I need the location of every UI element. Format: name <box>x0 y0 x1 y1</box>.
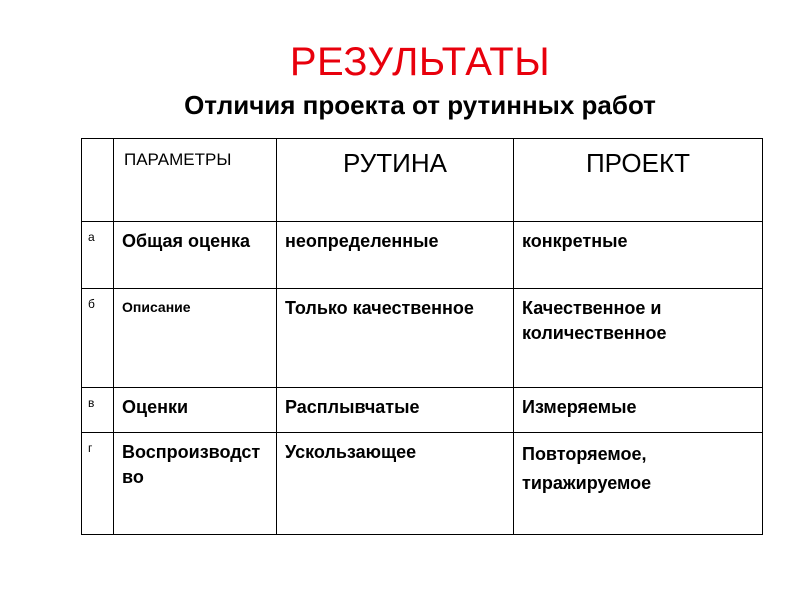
row-index-cell <box>82 388 114 433</box>
header-routine-cell <box>277 139 514 222</box>
routine-cell <box>277 433 514 535</box>
table-row <box>82 222 763 289</box>
project-cell <box>514 433 763 535</box>
parameter-cell <box>114 222 277 289</box>
project-cell <box>514 388 763 433</box>
routine-text: Только качественное <box>285 298 474 318</box>
parameter-text: Оценки <box>122 397 189 417</box>
parameter-cell <box>114 433 277 535</box>
project-text: Измеряемые <box>522 397 637 417</box>
row-index-cell <box>82 433 114 535</box>
slide-title: РЕЗУЛЬТАТЫ <box>289 40 551 84</box>
header-project-cell <box>514 139 763 222</box>
routine-cell <box>277 289 514 388</box>
row-index-cell <box>82 222 114 289</box>
header-routine: РУТИНА <box>343 148 447 178</box>
header-parameters-cell <box>114 139 277 222</box>
parameter-text: Воспроизводство <box>122 442 261 487</box>
parameter-cell <box>114 289 277 388</box>
header-parameters: ПАРАМЕТРЫ <box>124 150 232 169</box>
routine-cell <box>277 222 514 289</box>
routine-text: Ускользающее <box>285 442 417 462</box>
table-row <box>82 433 763 535</box>
project-text: конкретные <box>522 231 628 251</box>
comparison-table <box>81 138 763 535</box>
parameter-cell <box>114 388 277 433</box>
parameter-text: Описание <box>122 299 191 315</box>
table-row <box>82 388 763 433</box>
header-project: ПРОЕКТ <box>585 148 691 178</box>
routine-cell <box>277 388 514 433</box>
table-row <box>82 289 763 388</box>
slide-subtitle: Отличия проекта от рутинных работ <box>184 90 656 120</box>
header-index-cell <box>82 139 114 222</box>
project-cell <box>514 222 763 289</box>
project-text: Повторяемое, тиражируемое <box>522 444 652 493</box>
row-index: а <box>88 230 95 244</box>
parameter-text: Общая оценка <box>122 231 251 251</box>
project-cell <box>514 289 763 388</box>
row-index: в <box>88 396 95 410</box>
project-text: Качественное и количественное <box>522 298 667 343</box>
table-header-row <box>82 139 763 222</box>
routine-text: неопределенные <box>285 231 439 251</box>
row-index-cell <box>82 289 114 388</box>
routine-text: Расплывчатые <box>285 397 420 417</box>
row-index: г <box>88 441 93 455</box>
row-index: б <box>88 297 95 311</box>
